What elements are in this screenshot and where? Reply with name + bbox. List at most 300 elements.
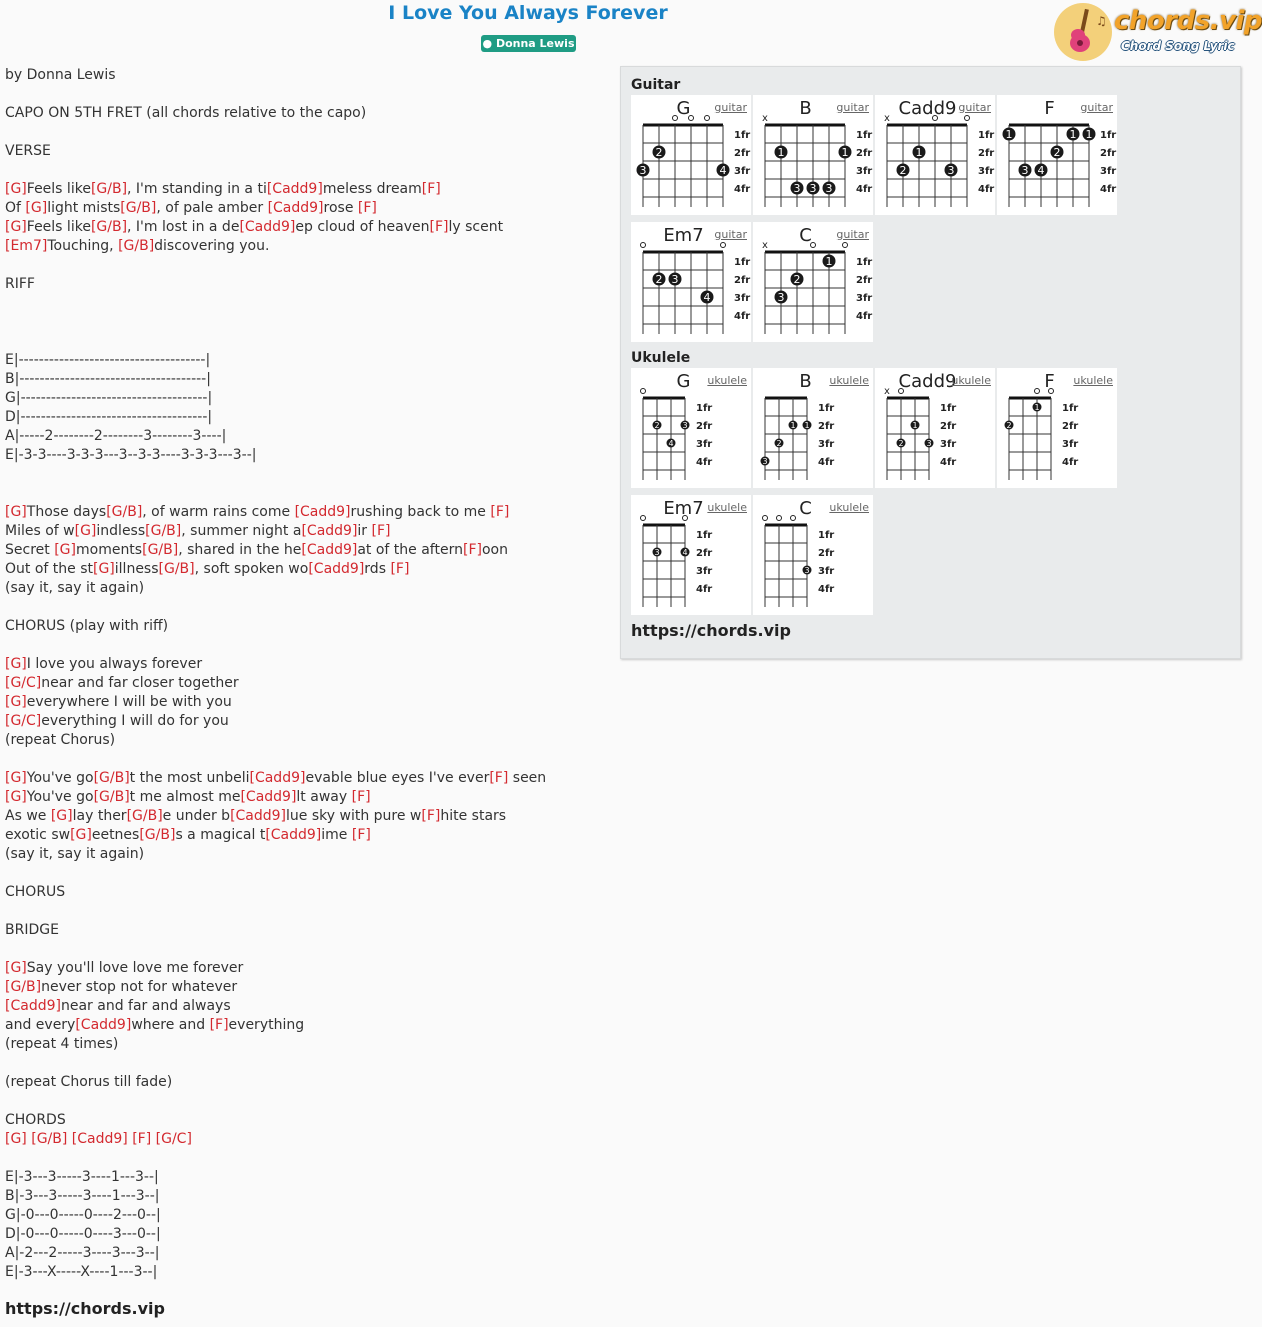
fret-label: 1fr: [818, 403, 835, 414]
chord-link[interactable]: [G]: [5, 770, 27, 786]
finger-number: 4: [1037, 164, 1045, 177]
lyric-text: at of the aftern: [357, 542, 463, 558]
sheet-line: [5, 997, 610, 1016]
instrument-link[interactable]: ukulele: [1073, 374, 1113, 387]
finger-number: 4: [682, 548, 688, 557]
chord-link[interactable]: [F]: [357, 200, 377, 216]
open-string-marker: [673, 116, 678, 121]
ukulele-chord-diagram[interactable]: [753, 495, 873, 615]
sheet-line: [5, 655, 610, 674]
sheet-line: [5, 978, 610, 997]
sheet-line: [5, 1035, 610, 1054]
muted-string-marker: x: [762, 113, 768, 124]
sheet-line: [5, 237, 610, 256]
fret-label: 3fr: [940, 439, 957, 450]
lyric-text: ep cloud of heaven: [295, 219, 430, 235]
chord-link[interactable]: [Cadd9]: [249, 770, 306, 786]
fretboard: [875, 95, 995, 215]
chord-link[interactable]: [G]: [74, 523, 97, 539]
lyric-text: , shared in the he: [178, 542, 302, 558]
fret-label: 3fr: [1062, 439, 1079, 450]
lyric-text: Touching,: [47, 238, 119, 254]
guitar-section-title: Guitar: [631, 77, 681, 93]
chord-name: F: [1044, 371, 1055, 392]
sheet-line: [5, 275, 610, 294]
instrument-link[interactable]: guitar: [714, 228, 747, 241]
lyric-text: everything: [228, 1017, 305, 1033]
lyric-text: Of: [5, 200, 26, 216]
guitar-chord-diagram[interactable]: [631, 222, 751, 342]
sheet-line: [5, 750, 610, 769]
lyric-text: , of pale amber: [156, 200, 268, 216]
open-string-marker: [689, 116, 694, 121]
fret-label: 4fr: [1100, 184, 1117, 195]
sheet-line: [5, 1016, 610, 1035]
sheet-line: [5, 959, 610, 978]
lyric-text: everywhere I will be with you: [26, 694, 232, 710]
lyric-text: discovering you.: [154, 238, 270, 254]
fret-label: 4fr: [818, 457, 835, 468]
lyric-text: t me almost me: [129, 789, 241, 805]
chord-link[interactable]: [G]: [93, 561, 115, 577]
open-string-marker: [1049, 389, 1054, 394]
ukulele-chord-diagram[interactable]: [631, 495, 751, 615]
lyric-text: You've go: [26, 770, 94, 786]
fret-label: 3fr: [818, 566, 835, 577]
finger-number: 3: [1021, 164, 1029, 177]
lyric-text: B|-------------------------------------|: [5, 371, 211, 387]
lyric-text: moments: [75, 542, 143, 558]
lyric-text: near and far closer together: [41, 675, 239, 691]
chord-link[interactable]: [G]: [5, 789, 27, 805]
fret-label: 4fr: [734, 311, 751, 322]
fret-label: 2fr: [818, 548, 835, 559]
lyric-text: CHORUS (play with riff): [5, 618, 169, 634]
sheet-line: [5, 579, 610, 598]
chord-link[interactable]: [Cadd9]: [75, 1017, 132, 1033]
chord-link[interactable]: [F]: [371, 523, 391, 539]
fretboard: [631, 368, 751, 488]
chord-link[interactable]: [G/B]: [93, 770, 130, 786]
chord-link[interactable]: [Cadd9]: [267, 200, 324, 216]
open-string-marker: [641, 516, 646, 521]
lyric-text: Feels like: [26, 219, 91, 235]
sheet-line: [5, 180, 610, 199]
fretboard: [753, 368, 873, 488]
fret-label: 2fr: [734, 275, 751, 286]
lyric-text: evable blue eyes I've ever: [305, 770, 490, 786]
sheet-line: [5, 522, 610, 541]
sheet-line: [5, 85, 610, 104]
sheet-line: [5, 446, 610, 465]
finger-number: 3: [809, 182, 817, 195]
chord-link[interactable]: [G/B]: [5, 979, 42, 995]
instrument-link[interactable]: ukulele: [829, 374, 869, 387]
fret-label: 1fr: [818, 530, 835, 541]
finger-number: 1: [825, 255, 833, 268]
lyric-text: indless: [96, 523, 146, 539]
lyric-text: Miles of w: [5, 523, 75, 539]
lyric-text: never stop not for whatever: [41, 979, 238, 995]
fret-label: 1fr: [856, 130, 873, 141]
lyric-text: A|-----2--------2--------3--------3----|: [5, 428, 227, 444]
lyric-text: CHORDS: [5, 1112, 66, 1128]
chord-link[interactable]: [F]: [421, 808, 441, 824]
sheet-line: [5, 864, 610, 883]
fret-label: 1fr: [1100, 130, 1117, 141]
lyric-text: BRIDGE: [5, 922, 59, 938]
lyric-text: eetnes: [91, 827, 140, 843]
muted-string-marker: x: [884, 386, 890, 397]
fret-label: 4fr: [978, 184, 995, 195]
chord-link[interactable]: [G/B]: [145, 523, 182, 539]
chord-link[interactable]: [F]: [209, 1017, 229, 1033]
guitar-chord-diagram[interactable]: [753, 222, 873, 342]
open-string-marker: [763, 516, 768, 521]
finger-number: 4: [719, 164, 727, 177]
lyric-text: You've go: [26, 789, 94, 805]
lyric-text: exotic sw: [5, 827, 71, 843]
finger-number: 2: [655, 273, 663, 286]
fretboard: [631, 222, 751, 342]
lyric-text: , I'm lost in a de: [127, 219, 240, 235]
chord-link[interactable]: [G/B]: [126, 808, 163, 824]
chord-link[interactable]: [Cadd9]: [301, 542, 358, 558]
sheet-line: [5, 1054, 610, 1073]
sheet-line: [5, 769, 610, 788]
chord-link[interactable]: [Cadd9]: [301, 523, 358, 539]
instrument-link[interactable]: ukulele: [707, 501, 747, 514]
chord-link[interactable]: [G/C]: [5, 713, 42, 729]
sheet-line: [5, 617, 610, 636]
sheet-line: [5, 427, 610, 446]
finger-number: 1: [804, 421, 810, 430]
sheet-line: [5, 1187, 610, 1206]
chord-link[interactable]: [G/B]: [90, 181, 128, 197]
sheet-line: [5, 503, 610, 522]
sheet-line: [5, 256, 610, 275]
fret-label: 2fr: [734, 148, 751, 159]
chord-link[interactable]: [Cadd9]: [266, 181, 323, 197]
lyric-text: , summer night a: [181, 523, 302, 539]
chord-link[interactable]: [G/B]: [106, 504, 143, 520]
finger-number: 1: [1005, 128, 1013, 141]
fretboard: [997, 95, 1117, 215]
open-string-marker: [933, 116, 938, 121]
sheet-line: [5, 826, 610, 845]
chord-name: Em7: [663, 498, 704, 519]
lyric-text: by Donna Lewis: [5, 67, 116, 83]
sheet-line: [5, 66, 610, 85]
sheet-line: [5, 1149, 610, 1168]
lyric-text: e under b: [162, 808, 231, 824]
lyric-text: D|-0---0-----0----3---0--|: [5, 1226, 161, 1242]
sheet-footer-url[interactable]: https://chords.vip: [5, 1299, 165, 1318]
lyric-text: I love you always forever: [26, 656, 203, 672]
sheet-line: [5, 712, 610, 731]
finger-number: 1: [841, 146, 849, 159]
chord-link[interactable]: [G/B]: [120, 200, 157, 216]
panel-footer-url[interactable]: https://chords.vip: [631, 621, 791, 640]
guitar-chord-diagram[interactable]: [997, 95, 1117, 215]
sheet-line: [5, 1073, 610, 1092]
chord-link[interactable]: [Cadd9]: [230, 808, 287, 824]
chord-link[interactable]: [G/B]: [90, 219, 128, 235]
fret-label: 1fr: [978, 130, 995, 141]
finger-number: 2: [654, 421, 660, 430]
lyric-text: G|-0---0-----0----2---0--|: [5, 1207, 161, 1223]
finger-number: 3: [762, 457, 768, 466]
finger-number: 3: [639, 164, 647, 177]
lyric-text: ime: [321, 827, 352, 843]
sheet-line: [5, 883, 610, 902]
chord-link[interactable]: [G]: [5, 219, 27, 235]
sheet-line: [5, 598, 610, 617]
finger-number: 2: [1006, 421, 1012, 430]
chord-link[interactable]: [G]: [5, 1131, 27, 1147]
finger-number: 3: [793, 182, 801, 195]
fret-label: 3fr: [1100, 166, 1117, 177]
fretboard: [753, 95, 873, 215]
ukulele-chord-diagram[interactable]: [997, 368, 1117, 488]
sheet-line: [5, 484, 610, 503]
lyric-text: meless dream: [322, 181, 422, 197]
fret-label: 4fr: [696, 584, 713, 595]
artist-badge[interactable]: [481, 35, 576, 52]
lyric-text: (repeat 4 times): [5, 1036, 119, 1052]
chord-link[interactable]: [Cadd9]: [239, 219, 296, 235]
lyric-text: RIFF: [5, 276, 35, 292]
fret-label: 4fr: [940, 457, 957, 468]
sheet-line: [5, 1263, 610, 1282]
sheet-line: [5, 294, 610, 313]
chord-link[interactable]: [G/B]: [139, 827, 176, 843]
chord-link[interactable]: [F]: [490, 504, 510, 520]
sheet-line: [5, 921, 610, 940]
chord-name: B: [799, 371, 812, 392]
chord-link[interactable]: [F]: [132, 1131, 152, 1147]
chord-link[interactable]: [G/B]: [118, 238, 155, 254]
muted-string-marker: x: [762, 240, 768, 251]
open-string-marker: [721, 243, 726, 248]
fret-label: 3fr: [734, 293, 751, 304]
fretboard: [997, 368, 1117, 488]
fret-label: 1fr: [1062, 403, 1079, 414]
chord-link[interactable]: [G/C]: [155, 1131, 192, 1147]
lyric-text: , of warm rains come: [142, 504, 295, 520]
fret-label: 2fr: [856, 275, 873, 286]
lyric-text: CHORUS: [5, 884, 66, 900]
finger-number: 1: [1034, 403, 1040, 412]
chord-link[interactable]: [G]: [50, 808, 73, 824]
chord-link[interactable]: [G]: [5, 694, 27, 710]
chord-link[interactable]: [G]: [70, 827, 92, 843]
lyric-text: (repeat Chorus till fade): [5, 1074, 173, 1090]
sheet-line: [5, 218, 610, 237]
finger-number: 1: [1085, 128, 1093, 141]
chord-name: Cadd9: [898, 98, 957, 119]
sheet-line: [5, 313, 610, 332]
lyric-text: CAPO ON 5TH FRET (all chords relative to the capo): [5, 105, 367, 121]
chord-link[interactable]: [Cadd9]: [5, 998, 61, 1014]
sheet-line: [5, 370, 610, 389]
sheet-line: [5, 560, 610, 579]
ukulele-section-title: Ukulele: [631, 350, 691, 366]
logo-tagline: Chord Song Lyric: [1121, 39, 1235, 53]
chord-link[interactable]: [F]: [489, 770, 509, 786]
sheet-line: [5, 1092, 610, 1111]
chord-link[interactable]: [G/B]: [142, 542, 179, 558]
finger-number: 3: [825, 182, 833, 195]
chord-diagram-panel: [620, 66, 1241, 659]
guitar-chord-diagram[interactable]: [875, 95, 995, 215]
lyric-text: E|-------------------------------------|: [5, 352, 211, 368]
lyric-text: VERSE: [5, 143, 51, 159]
lyric-text: and every: [5, 1017, 76, 1033]
site-logo[interactable]: [1054, 2, 1262, 64]
chord-link[interactable]: [F]: [462, 542, 482, 558]
finger-number: 2: [899, 164, 907, 177]
finger-number: 1: [790, 421, 796, 430]
chord-link[interactable]: [G/C]: [5, 675, 42, 691]
lyric-text: lay ther: [72, 808, 127, 824]
sheet-line: [5, 541, 610, 560]
sheet-line: [5, 408, 610, 427]
fretboard: [753, 222, 873, 342]
chord-link[interactable]: [G]: [5, 504, 27, 520]
instrument-link[interactable]: guitar: [836, 101, 869, 114]
finger-number: 1: [915, 146, 923, 159]
sheet-line: [5, 332, 610, 351]
sheet-line: [5, 389, 610, 408]
sheet-line: [5, 123, 610, 142]
fret-label: 1fr: [696, 403, 713, 414]
lyric-text: , soft spoken wo: [194, 561, 309, 577]
ukulele-chord-diagram[interactable]: [753, 368, 873, 488]
open-string-marker: [965, 116, 970, 121]
instrument-link[interactable]: guitar: [714, 101, 747, 114]
fret-label: 4fr: [696, 457, 713, 468]
lyric-text: (repeat Chorus): [5, 732, 116, 748]
sheet-line: [5, 807, 610, 826]
finger-number: 3: [947, 164, 955, 177]
fret-label: 2fr: [818, 421, 835, 432]
instrument-link[interactable]: guitar: [836, 228, 869, 241]
instrument-link[interactable]: ukulele: [707, 374, 747, 387]
open-string-marker: [791, 516, 796, 521]
sheet-line: [5, 1244, 610, 1263]
chord-link[interactable]: [F]: [429, 219, 449, 235]
sheet-line: [5, 161, 610, 180]
chord-link[interactable]: [Cadd9]: [265, 827, 322, 843]
open-string-marker: [1035, 389, 1040, 394]
lyric-text: As we: [5, 808, 51, 824]
instrument-link[interactable]: ukulele: [829, 501, 869, 514]
sheet-line: [5, 142, 610, 161]
sheet-line: [5, 636, 610, 655]
chord-link[interactable]: [G]: [5, 656, 27, 672]
lyric-text: rds: [364, 561, 391, 577]
ukulele-chord-diagram[interactable]: [875, 368, 995, 488]
song-title: I Love You Always Forever: [388, 2, 668, 24]
lyric-text: seen: [508, 770, 547, 786]
chord-name: C: [799, 225, 812, 246]
chord-link[interactable]: [F]: [421, 181, 441, 197]
chord-link[interactable]: [G]: [5, 960, 27, 976]
chord-link[interactable]: [Cadd9]: [240, 789, 297, 805]
chord-link[interactable]: [G/B]: [31, 1131, 68, 1147]
chord-link[interactable]: [G/B]: [93, 789, 130, 805]
fret-label: 2fr: [696, 421, 713, 432]
finger-number: 2: [776, 439, 782, 448]
ukulele-chord-diagram[interactable]: [631, 368, 751, 488]
open-string-marker: [899, 389, 904, 394]
lyric-text: t the most unbeli: [129, 770, 250, 786]
fret-label: 2fr: [1100, 148, 1117, 159]
fretboard: [631, 495, 751, 615]
svg-text:♫: ♫: [1096, 14, 1107, 28]
guitar-chord-diagram[interactable]: [753, 95, 873, 215]
chord-link[interactable]: [G]: [54, 542, 76, 558]
lyric-text: illness: [114, 561, 159, 577]
chord-link[interactable]: [Cadd9]: [71, 1131, 128, 1147]
sheet-line: [5, 902, 610, 921]
lyric-text: where and: [131, 1017, 210, 1033]
chord-link[interactable]: [G]: [25, 200, 48, 216]
chord-link[interactable]: [F]: [351, 827, 371, 843]
finger-number: 4: [668, 439, 674, 448]
lyric-text: B|-3---3-----3----1---3--|: [5, 1188, 160, 1204]
finger-number: 3: [682, 421, 688, 430]
finger-number: 4: [703, 291, 711, 304]
lyric-text: , I'm standing in a ti: [127, 181, 267, 197]
instrument-link[interactable]: guitar: [1080, 101, 1113, 114]
fret-label: 4fr: [856, 184, 873, 195]
fret-label: 2fr: [696, 548, 713, 559]
sheet-line: [5, 465, 610, 484]
finger-number: 3: [654, 548, 660, 557]
sheet-line: [5, 674, 610, 693]
sheet-line: [5, 693, 610, 712]
fret-label: 4fr: [734, 184, 751, 195]
fret-label: 1fr: [734, 257, 751, 268]
instrument-link[interactable]: ukulele: [951, 374, 991, 387]
instrument-link[interactable]: guitar: [958, 101, 991, 114]
chord-link[interactable]: [G/B]: [158, 561, 195, 577]
chord-link[interactable]: [Cadd9]: [308, 561, 365, 577]
chord-link[interactable]: [Em7]: [5, 238, 48, 254]
lyric-text: near and far and always: [60, 998, 231, 1014]
fret-label: 4fr: [818, 584, 835, 595]
fretboard: [631, 95, 751, 215]
fretboard: [753, 495, 873, 615]
fret-label: 1fr: [940, 403, 957, 414]
lyric-text: D|-------------------------------------|: [5, 409, 213, 425]
guitar-chord-diagram[interactable]: [631, 95, 751, 215]
chord-link[interactable]: [G]: [5, 181, 27, 197]
chord-link[interactable]: [F]: [351, 789, 371, 805]
chord-link[interactable]: [Cadd9]: [294, 504, 351, 520]
lyric-text: Say you'll love love me forever: [26, 960, 244, 976]
fret-label: 3fr: [856, 293, 873, 304]
lyric-text: everything I will do for you: [41, 713, 229, 729]
finger-number: 1: [1069, 128, 1077, 141]
lyric-text: Feels like: [26, 181, 91, 197]
lyric-text: E|-3---X-----X----1---3--|: [5, 1264, 158, 1280]
lyric-text: E|-3-3----3-3-3---3--3-3----3-3-3---3--|: [5, 447, 257, 463]
chord-link[interactable]: [F]: [390, 561, 410, 577]
fret-label: 4fr: [1062, 457, 1079, 468]
